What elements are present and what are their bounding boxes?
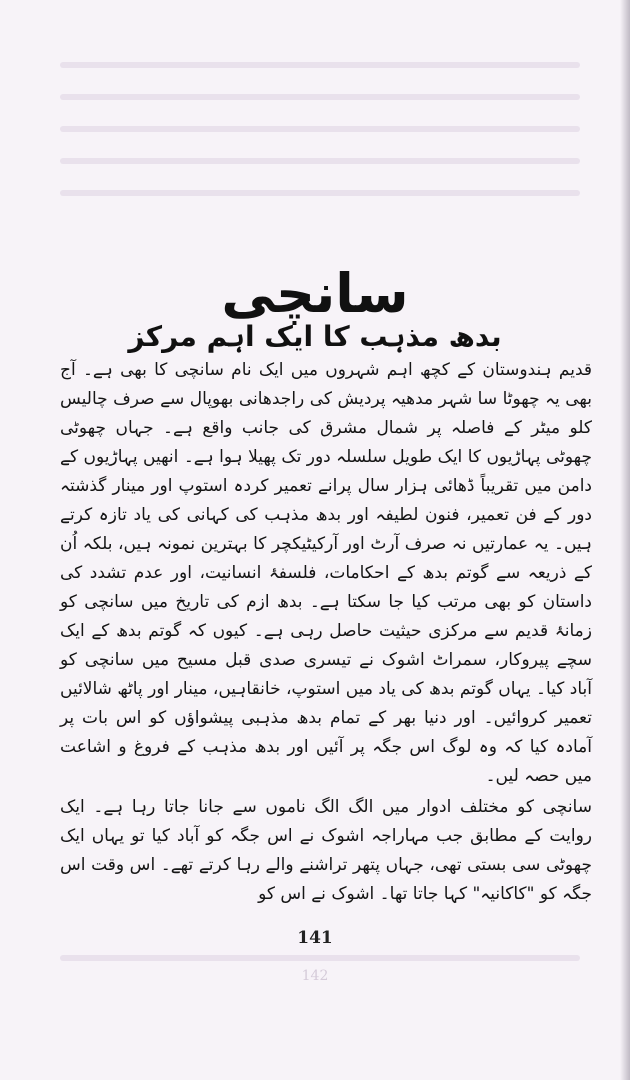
show-through-line	[60, 62, 580, 68]
chapter-title: سانچی	[221, 262, 409, 326]
page-edge-shadow	[620, 0, 630, 1080]
show-through-line	[60, 126, 580, 132]
show-through-line	[60, 190, 580, 196]
show-through-line	[60, 158, 580, 164]
page-number: 141	[297, 928, 333, 948]
body-text	[60, 356, 592, 909]
chapter-subtitle: بدھ مذہب کا ایک اہم مرکز	[128, 320, 502, 354]
show-through-line	[60, 955, 580, 961]
show-through-page-number: 142	[301, 968, 329, 984]
paragraph: قدیم ہندوستان کے کچھ اہم شہروں میں ایک نام سانچی کا بھی ہے۔ آج بھی یہ چھوٹا سا شہر مدھیہ پردیش کی راجدھانی بھوپال سے صرف چالیس کلو میٹر کے فاصلہ پر شمال مشرق کی جانب واقع ہے۔ جہاں چھوٹی چھوٹی پہاڑیوں کا ایک طویل سلسلہ دور تک پھیلا ہوا ہے۔ انھیں پہاڑیوں کے دامن میں تقریباً ڈھائی ہزار سال پرانے تعمیر کردہ استوپ اور مینار گذشتہ دور کے فن تعمیر، فنون لطیفہ اور بدھ مذہب کی کہانی کی یاد تازہ کرتے ہیں۔ یہ عمارتیں نہ صرف آرٹ اور آرکیٹیکچر کا بہترین نمونہ ہیں، بلکہ اُن کے ذریعہ سے گوتم بدھ کے احکامات، فلسفۂ انسانیت، اور عدم تشدد کی داستان کو بھی مرتب کیا جا سکتا ہے۔ بدھ ازم کی تاریخ میں سانچی کو زمانۂ قدیم سے مرکزی حیثیت حاصل رہی ہے۔ کیوں کہ گوتم بدھ کے ایک سچے پیروکار، سمراٹ اشوک نے تیسری صدی قبل مسیح میں سانچی کو آباد کیا۔ یہاں گوتم بدھ کی یاد میں استوپ، خانقاہیں، مینار اور پاٹھ شالائیں تعمیر کروائیں۔ اور دنیا بھر کے تمام بدھ مذہبی پیشواؤں کو اس بات پر آمادہ کیا کہ وہ لوگ اس جگہ پر آئیں اور بدھ مذہب کے فروغ و اشاعت میں حصہ لیں۔	[60, 360, 592, 786]
paragraph: سانچی کو مختلف ادوار میں الگ الگ ناموں سے جانا جاتا رہا ہے۔ ایک روایت کے مطابق جب مہاراجہ اشوک نے اس جگہ کو آباد کیا تو یہاں ایک چھوٹی سی بستی تھی، جہاں پتھر تراشنے والے رہا کرتے تھے۔ اس وقت اس جگہ کو "کاکانیہ" کہا جاتا تھا۔ اشوک نے اس کو	[60, 797, 592, 904]
show-through-line	[60, 94, 580, 100]
